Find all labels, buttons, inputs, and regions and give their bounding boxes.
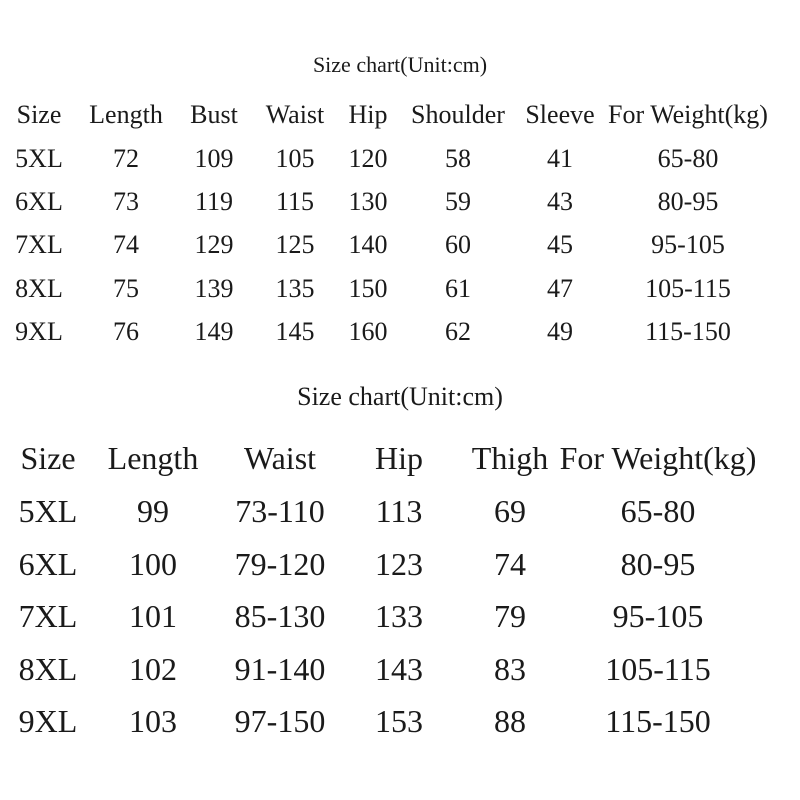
table-cell: 123 <box>375 546 423 582</box>
table-cell: 59 <box>445 187 471 216</box>
size-label: 9XL <box>18 703 78 739</box>
table-cell: 72 <box>113 144 139 173</box>
table-cell: 109 <box>194 144 234 173</box>
size-label: 7XL <box>15 230 63 259</box>
column-header: For Weight(kg) <box>608 100 768 129</box>
table-cell: 119 <box>194 187 234 216</box>
table-cell: 105 <box>275 144 315 173</box>
table-cell: 83 <box>494 651 526 687</box>
column-header: Sleeve <box>525 100 595 129</box>
table-cell: 75 <box>113 274 139 303</box>
table-cell: 91-140 <box>234 651 326 687</box>
column-header: Length <box>89 100 163 129</box>
table-cell: 73-110 <box>235 493 325 529</box>
column-header: For Weight(kg) <box>559 440 757 476</box>
table-cell: 115 <box>275 187 315 216</box>
table-cell: 103 <box>129 703 177 739</box>
table-cell: 74 <box>113 230 139 259</box>
table-cell: 125 <box>275 230 315 259</box>
table-cell: 41 <box>547 144 573 173</box>
table-cell: 130 <box>348 187 388 216</box>
table-cell: 120 <box>348 144 388 173</box>
table-cell: 61 <box>445 274 471 303</box>
table-cell: 49 <box>547 317 573 346</box>
table-cell: 74 <box>494 546 526 582</box>
table-cell: 129 <box>194 230 234 259</box>
size-label: 9XL <box>15 317 63 346</box>
column-header: Thigh <box>471 440 549 476</box>
column-header: Bust <box>190 100 238 129</box>
size-label: 5XL <box>15 144 63 173</box>
table-cell: 76 <box>113 317 139 346</box>
table-cell: 105-115 <box>645 274 731 303</box>
column-header: Size <box>20 440 76 476</box>
table-cell: 145 <box>275 317 315 346</box>
column-header: Size <box>16 100 62 129</box>
column-header: Hip <box>375 440 423 476</box>
size-chart-title: Size chart(Unit:cm) <box>297 382 503 411</box>
table-cell: 43 <box>547 187 573 216</box>
column-header: Shoulder <box>411 100 505 129</box>
table-cell: 95-105 <box>612 598 704 634</box>
table-cell: 65-80 <box>620 493 696 529</box>
table-cell: 47 <box>547 274 573 303</box>
table-cell: 45 <box>547 230 573 259</box>
table-cell: 143 <box>375 651 423 687</box>
column-header: Waist <box>265 100 325 129</box>
table-cell: 139 <box>194 274 234 303</box>
table-cell: 79 <box>494 598 526 634</box>
table-cell: 153 <box>375 703 423 739</box>
size-label: 6XL <box>18 546 78 582</box>
table-cell: 99 <box>137 493 169 529</box>
table-cell: 101 <box>129 598 177 634</box>
table-cell: 105-115 <box>605 651 711 687</box>
size-label: 5XL <box>18 493 78 529</box>
table-cell: 115-150 <box>605 703 711 739</box>
table-cell: 80-95 <box>657 187 719 216</box>
table-cell: 65-80 <box>657 144 719 173</box>
table-cell: 133 <box>375 598 423 634</box>
table-cell: 58 <box>445 144 471 173</box>
size-label: 7XL <box>18 598 78 634</box>
table-cell: 150 <box>348 274 388 303</box>
table-cell: 102 <box>129 651 177 687</box>
size-label: 6XL <box>15 187 63 216</box>
table-cell: 60 <box>445 230 471 259</box>
column-header: Length <box>107 440 199 476</box>
column-header: Hip <box>348 100 388 129</box>
size-label: 8XL <box>15 274 63 303</box>
table-cell: 73 <box>113 187 139 216</box>
table-cell: 79-120 <box>234 546 326 582</box>
table-cell: 95-105 <box>651 230 725 259</box>
table-cell: 149 <box>194 317 234 346</box>
table-cell: 85-130 <box>234 598 326 634</box>
table-cell: 69 <box>494 493 526 529</box>
table-cell: 80-95 <box>620 546 696 582</box>
size-chart-title: Size chart(Unit:cm) <box>312 52 488 77</box>
table-cell: 100 <box>129 546 177 582</box>
table-cell: 115-150 <box>645 317 731 346</box>
size-label: 8XL <box>18 651 78 687</box>
table-cell: 135 <box>275 274 315 303</box>
table-cell: 62 <box>445 317 471 346</box>
table-cell: 88 <box>494 703 526 739</box>
table-cell: 160 <box>348 317 388 346</box>
table-cell: 97-150 <box>234 703 326 739</box>
table-cell: 113 <box>375 493 423 529</box>
column-header: Waist <box>243 440 317 476</box>
table-cell: 140 <box>348 230 388 259</box>
